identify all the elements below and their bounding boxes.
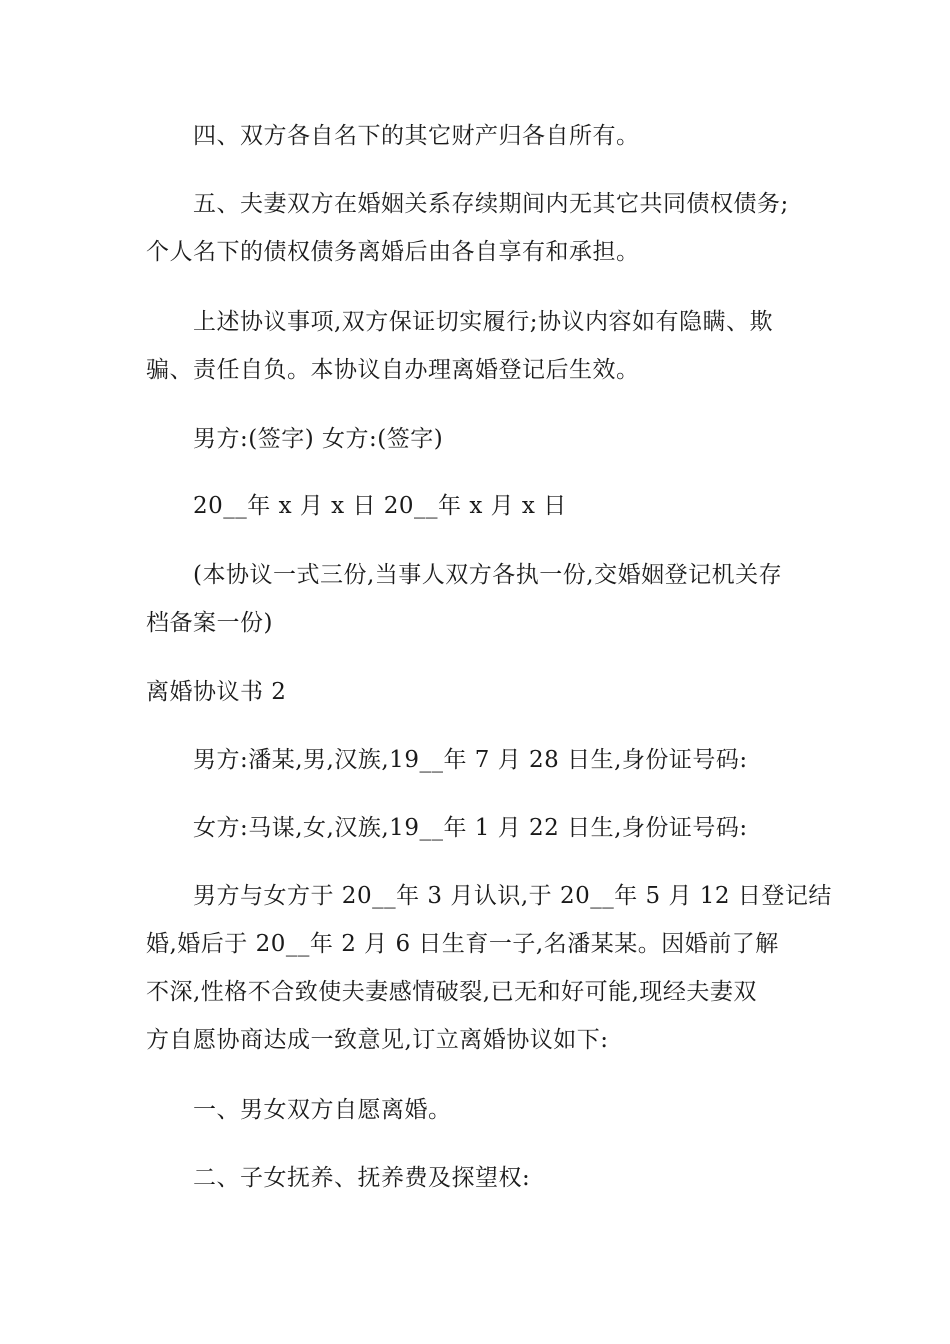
background-line-3: 不深,性格不合致使夫妻感情破裂,已无和好可能,现经夫妻双	[146, 979, 757, 1005]
section-heading: 离婚协议书 2	[146, 679, 287, 705]
clause-one: 一、男女双方自愿离婚。	[193, 1097, 452, 1123]
signature-line: 男方:(签字) 女方:(签字)	[193, 426, 444, 452]
male-party-info: 男方:潘某,男,汉族,19__年 7 月 28 日生,身份证号码:	[193, 747, 748, 773]
copies-note-line-2: 档备案一份)	[146, 610, 273, 636]
guarantee-line-2: 骗、责任自负。本协议自办理离婚登记后生效。	[146, 357, 640, 383]
guarantee-line-1: 上述协议事项,双方保证切实履行;协议内容如有隐瞒、欺	[193, 309, 774, 335]
date-line: 20__年 x 月 x 日 20__年 x 月 x 日	[193, 493, 567, 519]
background-line-4: 方自愿协商达成一致意见,订立离婚协议如下:	[146, 1027, 609, 1053]
background-line-2: 婚,婚后于 20__年 2 月 6 日生育一子,名潘某某。因婚前了解	[146, 931, 779, 957]
clause-five-line-2: 个人名下的债权债务离婚后由各自享有和承担。	[146, 239, 640, 265]
female-party-info: 女方:马谋,女,汉族,19__年 1 月 22 日生,身份证号码:	[193, 815, 748, 841]
copies-note-line-1: (本协议一式三份,当事人双方各执一份,交婚姻登记机关存	[193, 562, 783, 588]
clause-five-line-1: 五、夫妻双方在婚姻关系存续期间内无其它共同债权债务;	[193, 191, 789, 217]
clause-two: 二、子女抚养、抚养费及探望权:	[193, 1165, 531, 1191]
clause-four: 四、双方各自名下的其它财产归各自所有。	[193, 123, 640, 149]
background-line-1: 男方与女方于 20__年 3 月认识,于 20__年 5 月 12 日登记结	[193, 883, 832, 909]
